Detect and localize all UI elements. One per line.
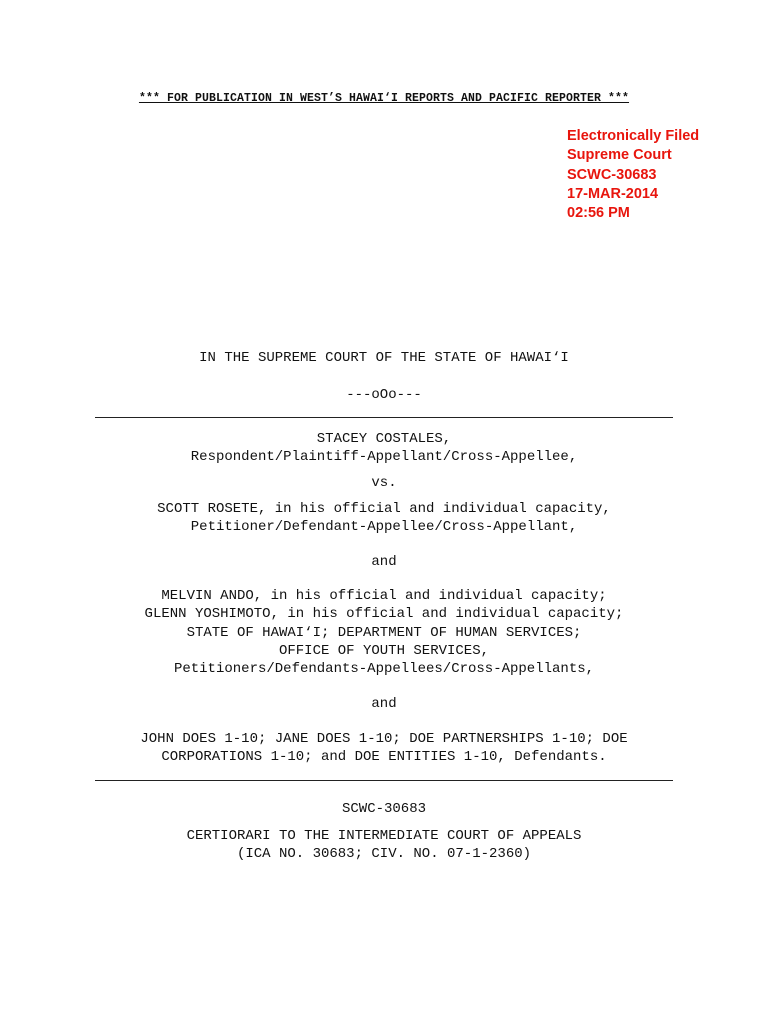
stamp-line-filed: Electronically Filed [567, 128, 700, 144]
stamp-line-date: 17-MAR-2014 [567, 185, 659, 202]
electronic-filing-stamp [567, 127, 699, 223]
caption-top-rule [95, 417, 673, 418]
and-connector-2: and [371, 696, 397, 712]
party3-line4: OFFICE OF YOUTH SERVICES, [278, 643, 490, 659]
party1-name: STACEY COSTALES, [316, 431, 452, 447]
party3-line3: STATE OF HAWAI‘I; DEPARTMENT OF HUMAN SERVICES; [186, 625, 582, 641]
stamp-line-case-number: SCWC-30683 [567, 166, 657, 183]
party1-role: Respondent/Plaintiff-Appellant/Cross-Appellee, [190, 449, 578, 465]
court-name: IN THE SUPREME COURT OF THE STATE OF HAWAI‘I [199, 350, 569, 366]
stamp-line-court: Supreme Court [567, 147, 672, 164]
case-number: SCWC-30683 [341, 801, 426, 817]
and-connector-1: and [371, 554, 397, 570]
party4-line1: JOHN DOES 1-10; JANE DOES 1-10; DOE PARTNERSHIPS 1-10; DOE [140, 731, 628, 747]
party3-line2: GLENN YOSHIMOTO, in his official and individual capacity; [144, 606, 624, 622]
ica-civ-numbers: (ICA NO. 30683; CIV. NO. 07-1-2360) [236, 846, 532, 862]
ornament-divider: ---oOo--- [346, 387, 422, 403]
caption-bottom-rule [95, 780, 673, 781]
party2-name: SCOTT ROSETE, in his official and individual capacity, [157, 501, 611, 517]
party2-role: Petitioner/Defendant-Appellee/Cross-Appellant, [190, 519, 578, 535]
certiorari-line: CERTIORARI TO THE INTERMEDIATE COURT OF APPEALS [186, 828, 582, 844]
party3-line1: MELVIN ANDO, in his official and individual capacity; [161, 588, 607, 604]
versus-label: vs. [371, 475, 397, 491]
stamp-line-time: 02:56 PM [567, 205, 630, 222]
publication-header: *** FOR PUBLICATION IN WEST’S HAWAI‘I REPORTS AND PACIFIC REPORTER *** [138, 92, 630, 105]
party4-line2: CORPORATIONS 1-10; and DOE ENTITIES 1-10, Defendants. [161, 749, 607, 765]
party3-role: Petitioners/Defendants-Appellees/Cross-Appellants, [173, 661, 595, 677]
